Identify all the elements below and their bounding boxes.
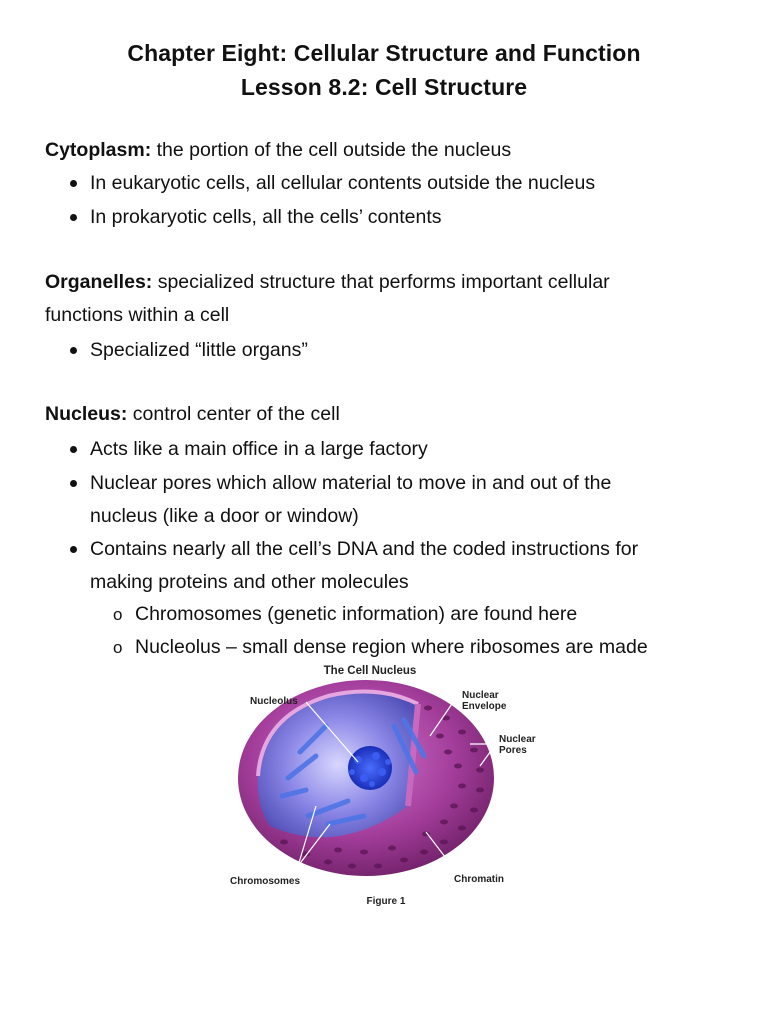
nucleus-bullet: Contains nearly all the cell’s DNA and the coded instructions for bbox=[90, 538, 639, 560]
nucleus-subbullet: Chromosomes (genetic information) are found here bbox=[135, 603, 578, 625]
cell-nucleus-illustration bbox=[218, 656, 550, 912]
bullet-icon bbox=[70, 180, 77, 187]
label-nuclear-pores-2: Pores bbox=[499, 745, 527, 756]
cytoplasm-bullet: In prokaryotic cells, all the cells’ contents bbox=[90, 206, 442, 228]
bullet-icon bbox=[70, 214, 77, 221]
label-nuclear-envelope-2: Envelope bbox=[462, 701, 507, 712]
figure-caption: Figure 1 bbox=[366, 896, 406, 907]
lesson-title: Lesson 8.2: Cell Structure bbox=[240, 74, 528, 100]
cytoplasm-term: Cytoplasm: bbox=[45, 139, 152, 161]
cell-nucleus-figure bbox=[218, 656, 550, 912]
chapter-title: Chapter Eight: Cellular Structure and Function bbox=[127, 40, 641, 66]
bullet-icon bbox=[70, 347, 77, 354]
nucleus-definition-text: control center of the cell bbox=[127, 403, 340, 425]
cytoplasm-definition bbox=[45, 138, 511, 162]
nucleus-bullet: Acts like a main office in a large factory bbox=[90, 438, 428, 460]
bullet-icon bbox=[70, 480, 77, 487]
organelles-bullet: Specialized “little organs” bbox=[90, 339, 308, 361]
organelles-definition-cont: functions within a cell bbox=[45, 304, 230, 326]
label-nuclear-envelope-1: Nuclear bbox=[462, 690, 499, 701]
label-nuclear-pores-1: Nuclear bbox=[499, 734, 536, 745]
nucleus-definition bbox=[45, 402, 340, 426]
nucleus-bullet-cont: nucleus (like a door or window) bbox=[90, 505, 359, 527]
label-chromosomes: Chromosomes bbox=[230, 876, 301, 887]
organelles-definition bbox=[45, 270, 610, 294]
sub-bullet-icon: o bbox=[113, 638, 123, 657]
organelles-definition-text: specialized structure that performs important cellular bbox=[152, 271, 610, 293]
label-chromatin: Chromatin bbox=[454, 874, 504, 885]
bullet-icon bbox=[70, 546, 77, 553]
bullet-icon bbox=[70, 446, 77, 453]
cytoplasm-definition-text: the portion of the cell outside the nucleus bbox=[151, 139, 512, 161]
nucleus-subbullet: Nucleolus – small dense region where ribosomes are made bbox=[135, 636, 648, 658]
figure-title: The Cell Nucleus bbox=[323, 665, 417, 677]
label-nucleolus: Nucleolus bbox=[250, 696, 298, 707]
organelles-term: Organelles: bbox=[45, 271, 153, 293]
cytoplasm-bullet: In eukaryotic cells, all cellular contents outside the nucleus bbox=[90, 172, 596, 194]
nucleus-bullet-cont: making proteins and other molecules bbox=[90, 571, 409, 593]
sub-bullet-icon: o bbox=[113, 605, 123, 624]
nucleus-bullet: Nuclear pores which allow material to move in and out of the bbox=[90, 472, 612, 494]
nucleus-term: Nucleus: bbox=[45, 403, 128, 425]
